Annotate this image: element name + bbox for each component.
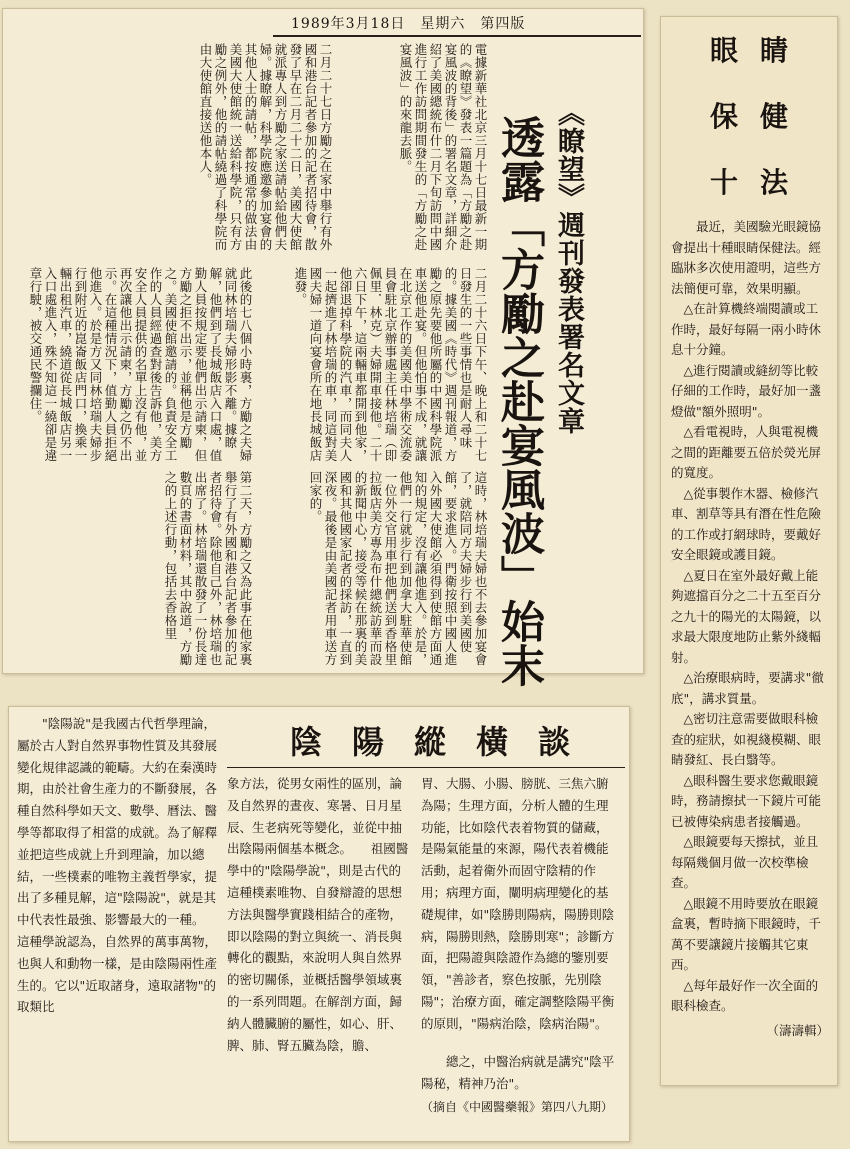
eye-care-tip: △每年最好作一次全面的眼科檢查。 xyxy=(671,977,819,1013)
article-headline: 透露「方勵之赴宴風波」始末 xyxy=(493,115,544,687)
article-column-6: 第二天，方勵之又為此事在他家裏舉行了有外國和港台記者參加的記者招待會。除他自己外，林培瑞也出席了。林培瑞還散發了一份長達數頁的書面材料，其中說道，方勵之的上述行動，包括去香格里 xyxy=(163,471,253,666)
yinyang-column-2: 象方法，從男女兩性的區別，論及自然界的晝夜、寒暑、日月星辰、生老病死等變化，並從中抽出陰陽兩個基本概念。 祖國醫學中的"陰陽學說"，則是古代的這種樸素唯物、自發辯證的思想方法與醫學實踐相結合的產物，即以陰陽的對立與統一、消長與轉化的觀點，來說明人與自然界的密切關係，並概括醫學領域裏的一系列問題。在解剖方面，歸納人體臟腑的屬性，如心、肝、脾、肺、腎五臟為陰，膽、 xyxy=(227,776,409,1053)
eye-care-tip: △眼鏡要每天擦拭，並且每隔幾個月做一次校準檢查。 xyxy=(671,834,819,890)
eye-care-tip: △進行閱讀或縫紉等比較仔細的工作時，最好加一盞燈做"額外照明"。 xyxy=(671,362,822,419)
article-column-3: 二月二十六日下午、晚上和二十七日發生的一些事情也是耐人尋味的。據美國《時代》週刊報道，方勵之原先要他所屬的中國科學院派車送他赴宴。但他怕事不成，就讓在北京工作的美國美中學術交流委員會駐北京辦事處主任林培瑞（即佩里．林克）夫婦開車接他。二十六日下午，這兩輛車都開到他家，他卻退掉科學院的汽車，而同夫人一起擠進了林培瑞的車，同這對美國夫婦一道向宴會所在地長城飯店進發。 xyxy=(293,267,488,462)
yinyang-clipping xyxy=(8,706,630,1142)
yinyang-column-1: "陰陽說"是我國古代哲學理論，屬於古人對自然界事物性質及其發展變化規律認識的範疇。大約在秦漢時期，由於社會生產力的不斷發展，各種自然科學如天文、數學、曆法、醫學等都取得了相當的成就。為了解釋並把這些成就上升到理論，加以總結，一些樸素的唯物主義哲學家，提出了多種見解，這"陰陽說"，就是其中代表性最強、影響最大的一種。 這種學說認為，自然界的萬事萬物，也與人和動物一樣，是由陰陽兩性產生的。它以"近取諸身，遠取諸物"的取類比 xyxy=(17,716,224,1015)
eye-care-title-line-3: 十法 xyxy=(709,166,810,199)
dateline: 1989年3月18日 星期六 第四版 xyxy=(291,16,526,32)
eye-care-tip: △密切注意需要做眼科檢查的症狀，如視綫模糊、眼睛發紅、長白翳等。 xyxy=(671,711,822,767)
yinyang-title-rule xyxy=(227,767,625,768)
dateline-rule xyxy=(273,35,641,37)
eye-care-title-line-1: 眼睛 xyxy=(709,34,810,67)
eye-care-title-line-2: 保健 xyxy=(709,100,810,133)
yinyang-source: （摘自《中國醫藥報》第四八九期） xyxy=(421,1100,614,1114)
eye-care-tip: △眼科醫生要求您戴眼鏡時，務請擦拭一下鏡片可能已被傳染病患者接觸過。 xyxy=(671,772,822,829)
eye-care-intro: 最近，美國驗光眼鏡協會提出十種眼睛保健法。經臨牀多次使用證明，這些方法簡便可靠，效果明顯。 xyxy=(671,219,822,296)
article-column-1: 電據新華社北京三月十七日最新一期的《瞭望》發表一篇題為「方勵之赴宴風波的背後」的署名文章，詳細介紹了美國總統布什二月下旬訪問中國進行工作訪問期間發生的「方勵之赴宴風波」的來龍去脈。 xyxy=(398,43,488,251)
eye-care-tip: △眼鏡不用時要放在眼鏡盒裏，暫時摘下眼鏡時，千萬不要讓鏡片接觸其它東西。 xyxy=(671,895,822,972)
eye-care-credit: （濤濤輯） xyxy=(766,1022,829,1038)
eye-care-tip: △在計算機終端閱讀或工作時，最好每隔一兩小時休息十分鐘。 xyxy=(671,301,822,357)
yinyang-title: 陰陽縱橫談 xyxy=(289,723,600,761)
article-kicker: 《瞭望》週刊發表署名文章 xyxy=(553,99,584,435)
article-column-4: 此後的七八個小時裏，方勵之夫婦就同林培瑞夫婦形影不離。據瞭解，他們到了長城飯店入口處，值勤人員按規定要他們出示請柬，但方勵之拒不出示，並稱他是方勵之。美國使館邀請的。負責安全工作的人員經過查對後告訴他，美方安全人員提供的名單上沒有他，並再次讓他出示請柬，方勵之仍不出示。在這種情況下，值勤人員拒絕他進入。於是方又同林培瑞夫婦步行到附近的崑崙飯店門口，換乘一輛出租汽車，繞道從長城飯店另一入口處進入，殊不知這一繞卻是違章行駛，被交通民警攔住。 xyxy=(28,267,253,462)
article-column-5: 這時，林培瑞夫婦也不去參加宴會了，就陪同方夫婦步行到美國使館，要求進入。門衛按照中國人進入外國大使館必須得到使館方面通知的規定，沒有讓他進入。於是，他們一行就步行到加拿大駐華使館一位外交官用車把他們送到香格里拉飯店美方專為布什總統訪華而設的新聞中心，接受等候在那裏的美國和其他國家記者的採訪，一直到深夜。最後是由美國記者用車送方回家的。 xyxy=(308,471,488,666)
eye-care-tip: △看電視時，人與電視機之間的距離要五倍於熒光屏的寬度。 xyxy=(671,424,822,480)
yinyang-column-3: 胃、大腸、小腸、膀胱、三焦六腑為陽；生理方面，分析人體的生理功能，比如陰代表着物質的儲藏，是陽氣能量的來源，陽代表着機能活動，起着衛外而固守陰精的作用；病理方面，闡明病理變化的基礎規律，如"陰勝則陽病，陽勝則陰病，陽勝則熱，陰勝則寒"；診斷方面，把陽證與陰證作為總的鑒別要領，"善診者，察色按脈，先別陰陽"；治療方面，確定調整陰陽平衡的原則，"陽病治陰，陰病治陽"。 xyxy=(421,776,615,1031)
eye-care-tip: △夏日在室外最好戴上能夠遮擋百分之二十五至百分之九十的陽光的太陽鏡，以求最大限度地防止紫外綫輻射。 xyxy=(671,567,822,665)
article-column-2: 二月二十七日方勵之在家中舉行有外國和港台記者參加的記者招待會，散發了早在二月二十二日，美國大使館就派專人到方勵之家送請帖給他們夫婦。據瞭解，科學院應邀參加宴會的其他人士的請帖，都按通常的做法由美國大使館統一送給科學院，只有方勵之例外，他的請帖繞過了科學院而由大使館直接送他本人。 xyxy=(198,43,333,251)
yinyang-closing: 總之，中醫治病就是講究"陰平陽秘，精神乃治"。 xyxy=(421,1054,615,1091)
top-article-clipping xyxy=(2,8,644,687)
eye-care-tip: △從事製作木器、檢修汽車、割草等具有潛在性危險的工作或打網球時，要戴好安全眼鏡或護目鏡。 xyxy=(671,485,822,562)
eye-care-clipping xyxy=(660,16,838,1086)
eye-care-body xyxy=(671,217,829,1071)
eye-care-tip: △治療眼病時，要講求"徹底"，講求質量。 xyxy=(671,670,824,706)
